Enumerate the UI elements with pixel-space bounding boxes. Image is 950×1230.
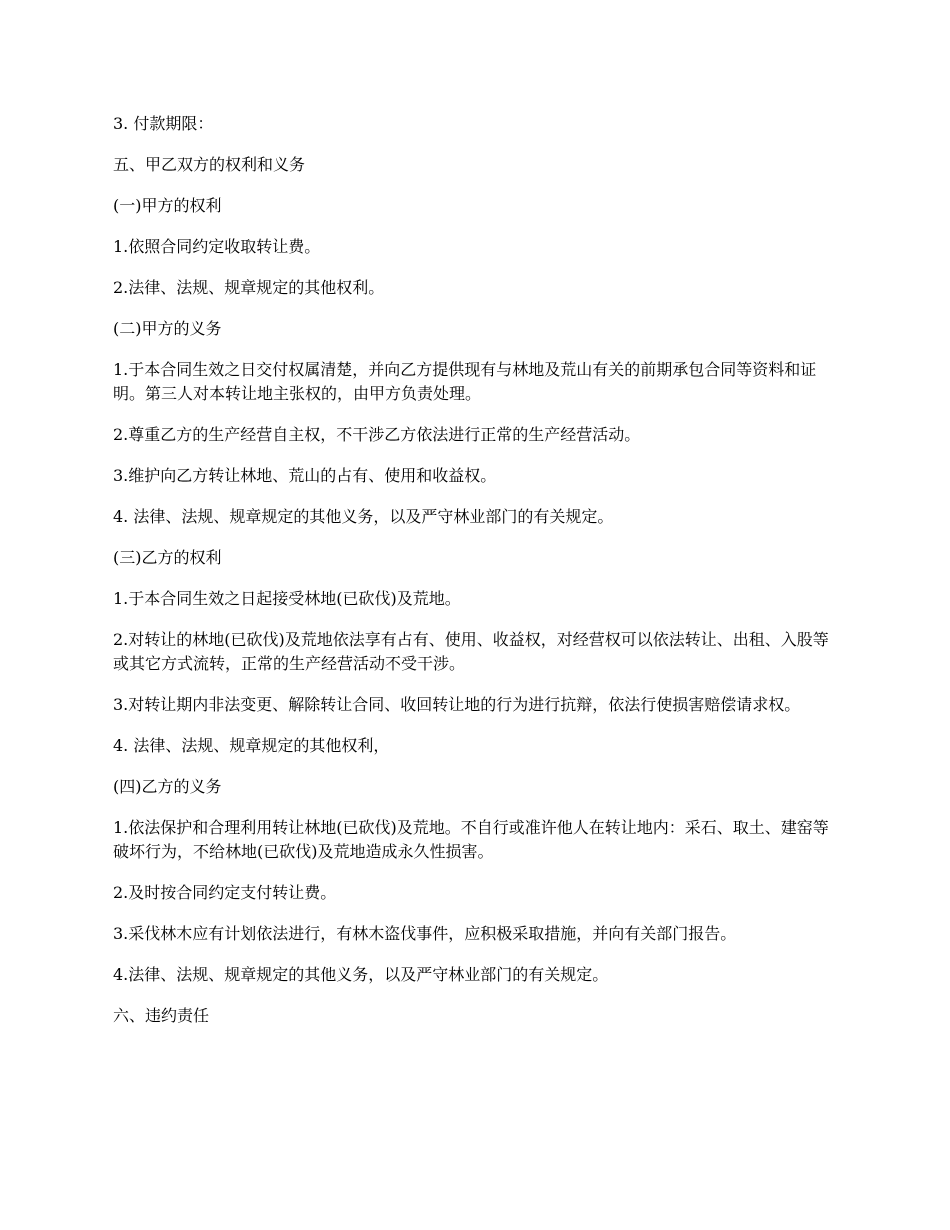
clause-paragraph: 3.对转让期内非法变更、解除转让合同、收回转让地的行为进行抗辩，依法行使损害赔偿请求权。 <box>113 695 801 714</box>
clause-paragraph: 1.依法保护和合理利用转让林地(已砍伐)及荒地。不自行或准许他人在转让地内：采石、取土、建窑等破坏行为，不给林地(已砍伐)及荒地造成永久性损害。 <box>113 818 829 861</box>
clause-paragraph: 4. 法律、法规、规章规定的其他权利， <box>113 736 390 755</box>
subheading-party-b-rights: (三)乙方的权利 <box>113 548 222 567</box>
clause-paragraph: 4.法律、法规、规章规定的其他义务，以及严守林业部门的有关规定。 <box>113 965 609 984</box>
clause-paragraph: 1.依照合同约定收取转让费。 <box>113 237 321 256</box>
clause-paragraph: 2.对转让的林地(已砍伐)及荒地依法享有占有、使用、收益权，对经营权可以依法转让、出租、入股等或其它方式流转，正常的生产经营活动不受干涉。 <box>113 630 829 673</box>
payment-term-item: 3. 付款期限： <box>113 114 214 133</box>
clause-paragraph: 3.维护向乙方转让林地、荒山的占有、使用和收益权。 <box>113 466 497 485</box>
subheading-party-a-obligations: (二)甲方的义务 <box>113 319 222 338</box>
clause-paragraph: 1.于本合同生效之日交付权属清楚，并向乙方提供现有与林地及荒山有关的前期承包合同等资料和证明。第三人对本转让地主张权的，由甲方负责处理。 <box>113 360 817 403</box>
section-heading-liability: 六、违约责任 <box>113 1006 210 1025</box>
clause-paragraph: 2.法律、法规、规章规定的其他权利。 <box>113 278 385 297</box>
clause-paragraph: 3.采伐林木应有计划依法进行，有林木盗伐事件，应积极采取措施，并向有关部门报告。 <box>113 924 737 943</box>
clause-paragraph: 2.尊重乙方的生产经营自主权，不干涉乙方依法进行正常的生产经营活动。 <box>113 425 641 444</box>
subheading-party-b-obligations: (四)乙方的义务 <box>113 777 222 796</box>
section-heading-rights-obligations: 五、甲乙双方的权利和义务 <box>113 155 306 174</box>
clause-paragraph: 2.及时按合同约定支付转让费。 <box>113 883 337 902</box>
clause-paragraph: 1.于本合同生效之日起接受林地(已砍伐)及荒地。 <box>113 589 461 608</box>
document-body <box>113 112 837 1045</box>
subheading-party-a-rights: (一)甲方的权利 <box>113 196 222 215</box>
clause-paragraph: 4. 法律、法规、规章规定的其他义务，以及严守林业部门的有关规定。 <box>113 507 614 526</box>
